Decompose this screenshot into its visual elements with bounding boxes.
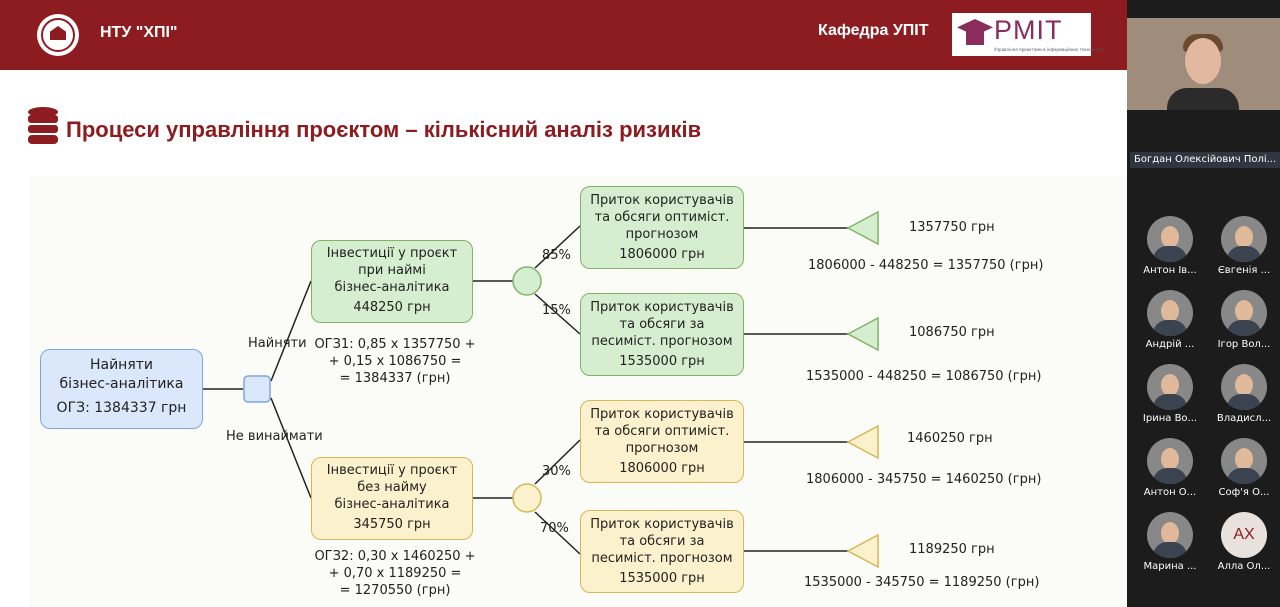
participant-tile[interactable] <box>1134 512 1206 572</box>
participant-name: Андрій ... <box>1145 339 1195 350</box>
participant-name: Марина ... <box>1143 561 1197 572</box>
probability-label-4: 70% <box>540 521 569 536</box>
outcome-node-2: Приток користувачів та обсяги за песиміст. прогнозом 1535000 грн <box>580 293 744 376</box>
probability-label-1: 85% <box>542 248 571 263</box>
chance-node-hire <box>513 267 541 295</box>
branch-label-hire: Найняти <box>248 336 307 351</box>
payoff-value-4: 1189250 грн <box>909 542 995 557</box>
outcome-node-1: Приток користувачів та обсяги оптиміст. прогнозом 1806000 грн <box>580 186 744 269</box>
participant-name: Антон Ів... <box>1143 265 1197 276</box>
participant-avatar <box>1147 364 1193 410</box>
university-name: НТУ "ХПІ" <box>100 24 178 41</box>
probability-label-3: 30% <box>542 464 571 479</box>
end-node-3 <box>848 426 878 458</box>
outcome-node-3: Приток користувачів та обсяги оптиміст. прогнозом 1806000 грн <box>580 400 744 483</box>
payoff-calc-2: 1535000 - 448250 = 1086750 (грн) <box>806 369 1042 384</box>
participant-tile[interactable] <box>1208 512 1280 572</box>
decision-tree-diagram <box>30 176 1127 607</box>
database-icon <box>27 106 59 146</box>
participant-tile[interactable] <box>1208 438 1280 498</box>
probability-label-2: 15% <box>542 303 571 318</box>
payoff-calc-4: 1535000 - 345750 = 1189250 (грн) <box>804 575 1040 590</box>
participant-avatar <box>1147 290 1193 336</box>
decision-node <box>244 376 270 402</box>
payoff-value-2: 1086750 грн <box>909 325 995 340</box>
participant-tile[interactable] <box>1208 216 1280 276</box>
branch-label-nohire: Не винаймати <box>226 429 323 444</box>
end-node-4 <box>848 535 878 567</box>
participant-avatar <box>1147 512 1193 558</box>
ogz2-formula: ОГЗ2: 0,30 х 1460250 + + 0,70 х 1189250 = = 1270550 (грн) <box>314 549 476 598</box>
participant-avatar <box>1147 216 1193 262</box>
participant-name: Ігор Вол... <box>1217 339 1271 350</box>
payoff-calc-1: 1806000 - 448250 = 1357750 (грн) <box>808 258 1044 273</box>
invest-nohire-node: Інвестиції у проєкт без найму бізнес-аналітика 345750 грн <box>311 457 473 540</box>
participant-tile[interactable] <box>1134 364 1206 424</box>
participant-name: Владисл... <box>1216 413 1272 424</box>
participant-avatar <box>1221 438 1267 484</box>
participant-tile[interactable] <box>1208 364 1280 424</box>
department-logo-text: PMIT <box>994 15 1063 45</box>
outcome-node-4: Приток користувачів та обсяги за песиміст. прогнозом 1535000 грн <box>580 510 744 593</box>
payoff-value-1: 1357750 грн <box>909 220 995 235</box>
department-name: Кафедра УПІТ <box>818 22 929 39</box>
end-node-1 <box>848 212 878 244</box>
ogz1-formula: ОГЗ1: 0,85 х 1357750 + + 0,15 х 1086750 = = 1384337 (грн) <box>314 337 476 386</box>
participant-avatar <box>1147 438 1193 484</box>
participant-tile[interactable] <box>1208 290 1280 350</box>
participant-avatar <box>1221 216 1267 262</box>
participant-avatar <box>1221 290 1267 336</box>
participant-name: Євгенія ... <box>1217 265 1271 276</box>
participant-name: Антон О... <box>1143 487 1197 498</box>
department-logo-subtitle: Управління проектами в інформаційних технологіях <box>994 47 1105 52</box>
participant-tile[interactable] <box>1134 290 1206 350</box>
university-logo <box>37 14 79 56</box>
chance-node-nohire <box>513 484 541 512</box>
slide-header-bar <box>0 0 1127 70</box>
participant-avatar: АХ <box>1221 512 1267 558</box>
root-node: Найняти бізнес-аналітика ОГЗ: 1384337 грн <box>40 349 203 429</box>
participant-tile[interactable] <box>1134 216 1206 276</box>
participant-name: Соф'я О... <box>1218 487 1270 498</box>
department-logo <box>952 13 1105 56</box>
payoff-calc-3: 1806000 - 345750 = 1460250 (грн) <box>806 472 1042 487</box>
self-name-label: Богдан Олексійович Полі... <box>1130 152 1280 168</box>
payoff-value-3: 1460250 грн <box>907 431 993 446</box>
invest-hire-node: Інвестиції у проєкт при наймі бізнес-аналітика 448250 грн <box>311 240 473 323</box>
participant-avatar <box>1221 364 1267 410</box>
participant-name: Алла Ол... <box>1217 561 1271 572</box>
slide-title: Процеси управління проєктом – кількісний аналіз ризиків <box>66 117 702 142</box>
self-video-tile[interactable] <box>1127 18 1280 110</box>
participant-tile[interactable] <box>1134 438 1206 498</box>
end-node-2 <box>848 318 878 350</box>
participant-name: Ірина Во... <box>1142 413 1198 424</box>
